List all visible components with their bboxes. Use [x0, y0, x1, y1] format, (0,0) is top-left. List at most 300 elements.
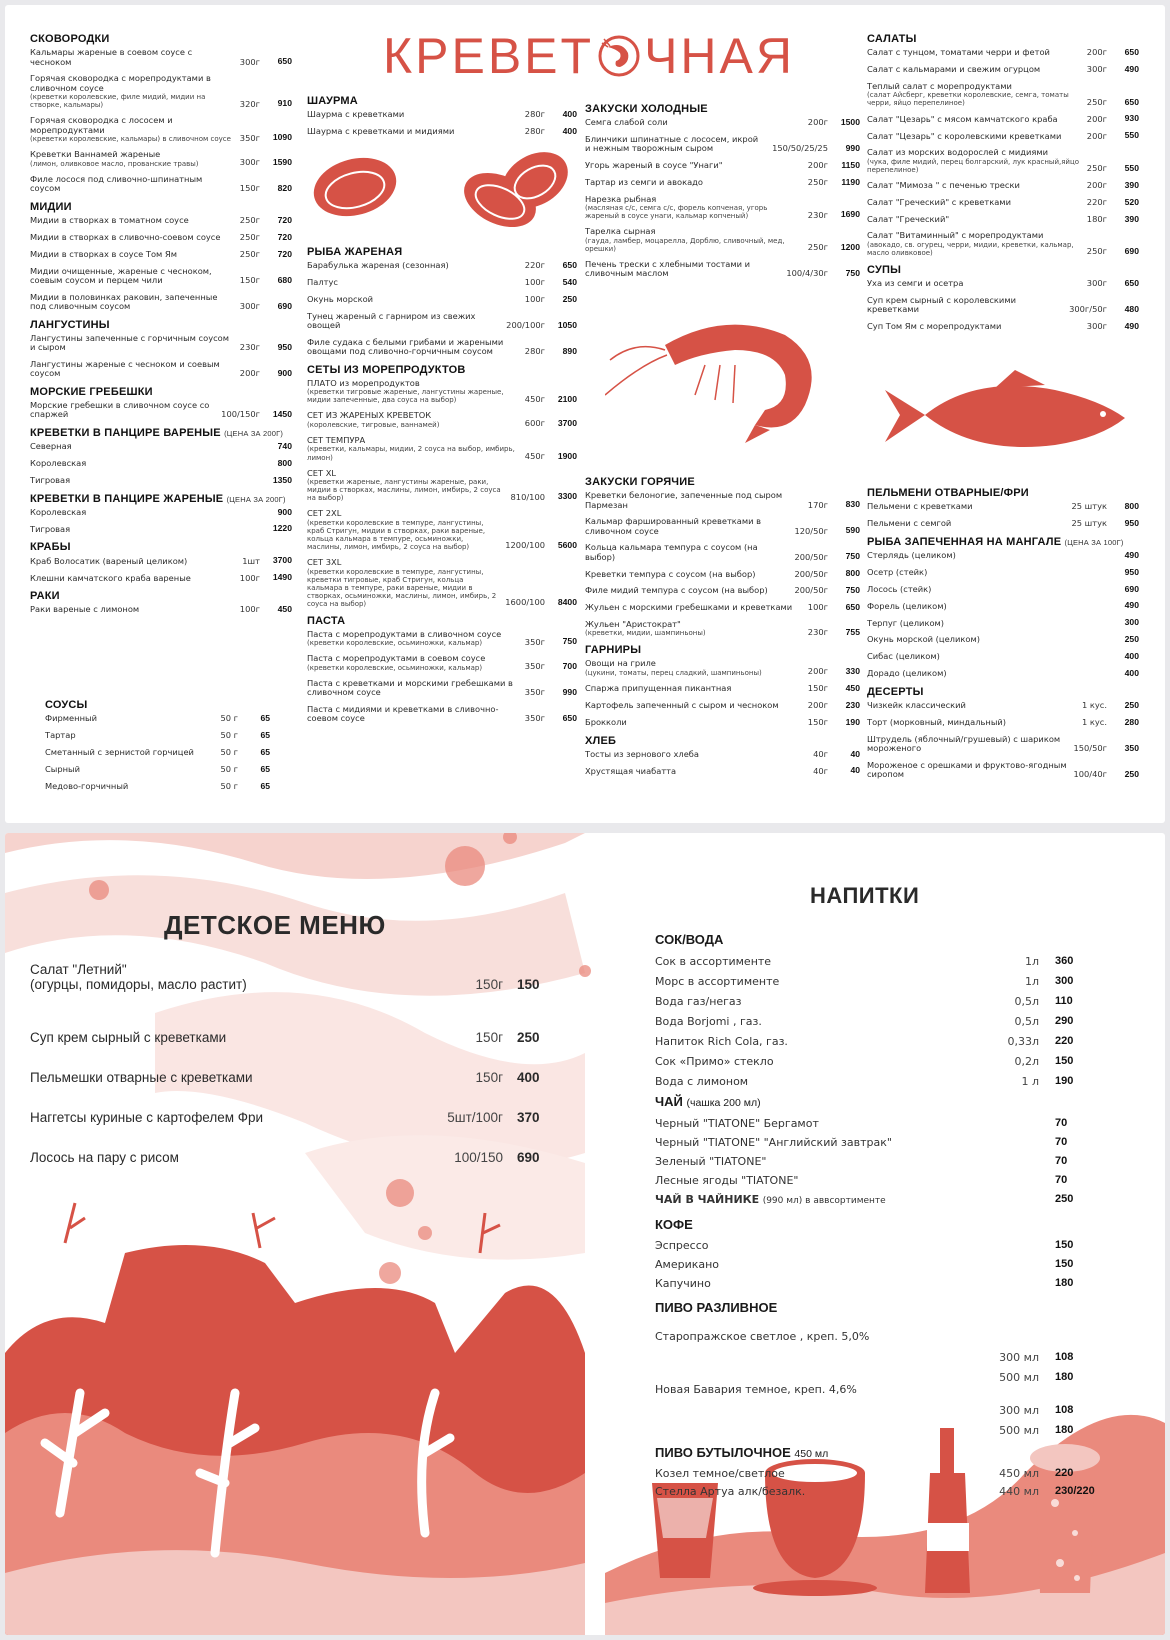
shrimp-illustration — [605, 305, 835, 445]
menu-item — [585, 766, 860, 776]
menu-item-name: Салат "Витаминный" с морепродуктами — [867, 230, 1044, 241]
kids-item-weight: 5шт/100г — [447, 1110, 503, 1125]
section-heading-label: СЕТЫ ИЗ МОРЕПРОДУКТОВ — [307, 363, 466, 376]
menu-item-price: 990 — [845, 143, 860, 154]
section-heading — [30, 386, 292, 398]
menu-item — [30, 360, 292, 379]
drink-price: 150 — [1055, 1239, 1074, 1251]
menu-item-weight: 100/40г — [1073, 769, 1107, 780]
menu-item-name-wrap — [867, 619, 1105, 629]
menu-item-price: 755 — [845, 626, 860, 637]
kids-item-weight: 150г — [475, 977, 503, 992]
tea-heading — [655, 1094, 761, 1109]
menu-item-price: 650 — [845, 601, 860, 612]
menu-item-weight: 100/150г — [221, 409, 260, 420]
section-heading — [30, 33, 292, 45]
menu-item — [867, 231, 1139, 257]
menu-item — [585, 620, 860, 638]
menu-item-name: Мидии в половинках раковин, запеченные под сливочным соусом — [30, 291, 218, 312]
menu-item-name-wrap — [585, 570, 792, 580]
beer2-name: Новая Бавария темное, креп. 4,6% — [655, 1383, 857, 1396]
menu-item-name-wrap — [30, 459, 258, 469]
kids-item-name-wrap — [30, 1030, 397, 1045]
section-heading — [30, 319, 292, 331]
menu-item — [307, 630, 577, 648]
menu-item-price: 650 — [1124, 96, 1139, 107]
menu-item — [585, 118, 860, 128]
drink-price: 190 — [1055, 1075, 1074, 1087]
menu-item-weight: 250г — [807, 177, 828, 188]
menu-item — [30, 508, 292, 518]
menu-item-name-wrap — [307, 705, 523, 724]
menu-item — [867, 114, 1139, 124]
menu-item-name-wrap — [307, 379, 523, 405]
drinks-title: НАПИТКИ — [810, 883, 920, 908]
menu-item-name-wrap — [307, 411, 523, 429]
menu-item-name: Салат "Цезарь" с королевскими креветками — [867, 130, 1062, 141]
menu-item-description: (гауда, ламбер, моцарелла, Дорблю, сливочный, мед, орешки) — [585, 236, 785, 253]
menu-item-name-wrap — [867, 82, 1085, 108]
menu-item-price: 490 — [1124, 549, 1139, 560]
section-heading — [30, 201, 292, 213]
menu-item-price: 400 — [562, 109, 577, 119]
menu-item-name: Терпуг (целиком) — [867, 617, 945, 628]
menu-item — [867, 568, 1139, 578]
kids-item-name-wrap — [30, 1070, 397, 1085]
menu-item-name: Северная — [30, 441, 72, 452]
menu-item-name-wrap — [585, 118, 806, 128]
kids-item-name: Салат "Летний" — [30, 962, 127, 977]
drink-name: Черный "TIATONE" "Английский завтрак" — [655, 1136, 892, 1149]
menu-item-weight: 600г — [524, 418, 545, 429]
menu-item-price: 650 — [277, 56, 292, 67]
section-heading — [307, 246, 577, 258]
menu-item-price: 750 — [845, 268, 860, 279]
teapot-price: 250 — [1055, 1193, 1074, 1205]
menu-item-name: Кальмары жареные в соевом соусе с чесноком — [30, 47, 193, 67]
menu-item-name-wrap — [30, 150, 238, 168]
menu-item-weight: 350г — [524, 687, 545, 698]
drink-volume: 500 мл — [999, 1424, 1039, 1437]
menu-item-name-wrap — [307, 469, 509, 503]
menu-column-1 — [30, 29, 292, 622]
menu-item-weight: 350г — [524, 661, 545, 672]
menu-item-name-wrap — [30, 267, 238, 286]
section-heading-label: САЛАТЫ — [867, 33, 917, 45]
menu-item-name: Нарезка рыбная — [585, 193, 657, 204]
menu-item-name-wrap — [585, 620, 806, 638]
menu-item-weight: 50 г — [220, 763, 238, 774]
menu-item-name-wrap — [867, 48, 1085, 58]
menu-item-name: Сырный — [45, 763, 80, 774]
menu-item-description: (королевские, тигровые, ваннамей) — [307, 420, 440, 429]
logo-text-left: КРЕВЕТ — [383, 28, 595, 84]
menu-item-weight: 280г — [524, 346, 545, 357]
drink-price: 70 — [1055, 1136, 1068, 1148]
menu-item-name: Салат из морских водорослей с мидиями — [867, 147, 1049, 158]
menu-item — [30, 267, 292, 286]
menu-item — [867, 519, 1139, 529]
restaurant-logo — [383, 27, 795, 85]
menu-item — [585, 684, 860, 694]
menu-item — [585, 569, 860, 579]
menu-item — [867, 701, 1139, 711]
section-heading-label: СУПЫ — [867, 264, 902, 276]
menu-item-price: 690 — [1124, 583, 1139, 594]
section-heading-label: МИДИИ — [30, 200, 72, 213]
menu-item — [867, 82, 1139, 108]
menu-item — [867, 735, 1139, 754]
drink-volume: 0,2л — [1014, 1055, 1039, 1068]
drink-volume — [985, 1136, 1055, 1149]
menu-item — [30, 401, 292, 420]
menu-item — [585, 586, 860, 596]
menu-item-price: 3700 — [557, 418, 577, 429]
section-heading — [867, 686, 1139, 698]
drink-item — [655, 1015, 1095, 1028]
menu-item-name: Спаржа припущенная пикантная — [585, 683, 732, 694]
section-heading-label: СОУСЫ — [45, 699, 88, 711]
menu-item-name-wrap — [585, 586, 792, 596]
menu-item-weight: 50 г — [220, 730, 238, 741]
drink-item — [655, 1174, 1095, 1187]
drink-item — [655, 1424, 1095, 1437]
menu-item-description: (креветки жареные, лангустины жареные, раки, мидии в створках, маслины, лимон, имбирь, 2 соуса на выбор) — [307, 478, 501, 503]
menu-item-weight: 200/100г — [506, 320, 545, 331]
drink-item — [655, 1155, 1095, 1168]
menu-item-name-wrap — [30, 525, 258, 535]
menu-item-name-wrap — [30, 250, 238, 260]
menu-item — [307, 411, 577, 429]
drink-volume: 500 мл — [999, 1371, 1039, 1384]
menu-item-weight: 200/50г — [794, 585, 828, 596]
menu-item — [867, 551, 1139, 561]
menu-item — [30, 150, 292, 168]
menu-item-name: Жульен с морскими гребешками и креветками — [585, 602, 793, 613]
menu-item-name: Морские гребешки в сливочном соусе со спаржей — [30, 399, 210, 420]
menu-item-weight: 200г — [1086, 130, 1107, 141]
menu-item-name: Паста с морепродуктами в соевом соусе — [307, 653, 486, 664]
logo-text-right: ЧНАЯ — [644, 28, 795, 84]
menu-item-price: 490 — [1124, 320, 1139, 331]
menu-item-name-wrap — [30, 442, 258, 452]
section-heading-label: РЫБА ЗАПЕЧЕННАЯ НА МАНГАЛЕ — [867, 535, 1062, 548]
menu-item-price: 690 — [277, 300, 292, 311]
section-heading-label: ЗАКУСКИ ГОРЯЧИЕ — [585, 476, 695, 488]
menu-item-weight: 200г — [807, 160, 828, 171]
menu-item-name-wrap — [585, 161, 806, 171]
menu-page-kids-drinks — [5, 833, 1165, 1635]
menu-item-name-wrap — [867, 568, 1105, 578]
bottled-beer-note: 450 мл — [794, 1448, 829, 1460]
menu-item-weight: 230г — [239, 342, 260, 353]
menu-item-price: 1490 — [272, 572, 292, 583]
menu-item — [30, 556, 292, 566]
menu-item-name-wrap — [30, 476, 258, 486]
menu-item-name: Фирменный — [45, 713, 97, 724]
menu-item-weight: 200г — [1086, 180, 1107, 191]
menu-item-name: Мороженое с орешками и фруктово-ягодным сиропом — [867, 759, 1067, 780]
menu-column-3-top — [585, 99, 860, 286]
drink-volume: 440 мл — [999, 1485, 1039, 1498]
menu-item — [867, 585, 1139, 595]
menu-item-weight: 300г — [1086, 64, 1107, 75]
kids-item-weight: 150г — [475, 1030, 503, 1045]
kids-item-name: Лосось на пару с рисом — [30, 1150, 179, 1165]
drink-price: 150 — [1055, 1055, 1074, 1067]
menu-item-price: 250 — [1124, 768, 1139, 779]
menu-item-name-wrap — [585, 684, 806, 694]
section-heading-label: ХЛЕБ — [585, 734, 617, 747]
menu-item-price: 750 — [845, 551, 860, 562]
section-heading-note: (ЦЕНА ЗА 200Г) — [226, 494, 286, 504]
menu-item — [30, 442, 292, 452]
draft-beer-heading: ПИВО РАЗЛИВНОЕ — [655, 1300, 778, 1315]
menu-item-name-wrap — [30, 116, 238, 143]
menu-item-name-wrap — [585, 718, 806, 728]
menu-item-name: Мидии в створках в соусе Том Ям — [30, 249, 177, 260]
menu-item-price: 2100 — [557, 393, 577, 404]
section-heading-label: РЫБА ЖАРЕНАЯ — [307, 246, 403, 258]
menu-item — [867, 618, 1139, 628]
menu-item-price: 550 — [1124, 162, 1139, 173]
menu-item-name: Овощи на гриле — [585, 658, 656, 669]
menu-item-weight: 200г — [239, 368, 260, 379]
menu-item-weight: 280г — [524, 109, 545, 120]
menu-item-name: Салат с тунцом, томатами черри и фетой — [867, 47, 1050, 58]
menu-item-price: 720 — [277, 231, 292, 242]
kids-item-price: 150 — [517, 977, 540, 992]
section-heading-label: ШАУРМА — [307, 95, 358, 107]
menu-item-name-wrap — [867, 279, 1085, 289]
oysters-illustration — [310, 145, 580, 240]
menu-item-name: Лангустины запеченные с горчичным соусом и сыром — [30, 332, 230, 353]
menu-item-weight: 150/50г — [1073, 743, 1107, 754]
menu-item-price: 800 — [277, 457, 292, 468]
menu-item-price: 65 — [260, 763, 270, 774]
menu-item-price: 990 — [562, 687, 577, 698]
teapot-row — [655, 1193, 1095, 1206]
menu-item-name: Угорь жареный в соусе "Унаги" — [585, 160, 723, 171]
section-heading-note: (ЦЕНА ЗА 200Г) — [224, 428, 284, 438]
menu-item-weight: 40г — [813, 748, 828, 759]
menu-item-weight: 200г — [807, 117, 828, 128]
menu-item-name-wrap — [30, 334, 238, 353]
menu-item-name-wrap — [867, 635, 1105, 645]
menu-item-name-wrap — [867, 718, 1080, 728]
menu-item-name: Тунец жареный с гарниром из свежих овощей — [307, 310, 476, 331]
menu-item-name-wrap — [867, 735, 1071, 754]
menu-item-name-wrap — [867, 761, 1071, 780]
menu-item-name: Торт (морковный, миндальный) — [867, 716, 1007, 727]
drink-name: Морс в ассортименте — [655, 975, 780, 988]
menu-item-weight: 150г — [239, 183, 260, 194]
menu-item-description: (креветки тигровые жареные, лангустины жареные, мидии запеченные, два соуса на выбор) — [307, 388, 504, 405]
menu-item-name: Медово-горчичный — [45, 780, 129, 791]
menu-item-name: Осетр (стейк) — [867, 566, 928, 577]
menu-item-name: Окунь морской — [307, 294, 374, 305]
menu-item — [307, 261, 577, 271]
drink-price: 300 — [1055, 975, 1074, 987]
drink-item — [655, 975, 1095, 988]
menu-item-price: 400 — [562, 125, 577, 136]
teapot-volume — [985, 1193, 1055, 1206]
menu-item-weight: 150г — [807, 683, 828, 694]
menu-item-price: 450 — [845, 682, 860, 693]
menu-item-weight: 200/50г — [794, 568, 828, 579]
menu-item-price: 65 — [260, 746, 270, 757]
menu-item — [30, 573, 292, 583]
section-heading-label: КРЕВЕТКИ В ПАНЦИРЕ ЖАРЕНЫЕ — [30, 492, 224, 505]
menu-item — [30, 459, 292, 469]
menu-item — [30, 524, 292, 534]
menu-item-weight: 25 штук — [1071, 501, 1107, 512]
menu-item-name-wrap — [307, 679, 523, 698]
menu-item-name: Шаурма с креветками и мидиями — [307, 126, 455, 137]
section-heading-label: РАКИ — [30, 590, 60, 603]
menu-item-weight: 100г — [239, 604, 260, 615]
section-heading-note: (ЦЕНА ЗА 100Г) — [1064, 537, 1124, 547]
menu-item-price: 1450 — [272, 409, 292, 420]
menu-item-name: Паста с креветками и морскими гребешками в сливочном соусе — [307, 677, 513, 698]
drink-name: Капучино — [655, 1277, 711, 1290]
drink-volume: 450 мл — [999, 1467, 1039, 1480]
drink-price: 220 — [1055, 1035, 1074, 1047]
menu-item-price: 400 — [1124, 667, 1139, 678]
menu-item-description: (авокадо, св. огурец, черри, мидии, креветки, кальмар, масло оливковое) — [867, 240, 1074, 257]
menu-item — [307, 312, 577, 331]
menu-item — [867, 181, 1139, 191]
menu-item — [867, 669, 1139, 679]
menu-item-weight: 1шт — [242, 555, 260, 566]
menu-item-name: СЕТ 2XL — [307, 508, 342, 519]
drink-volume — [985, 1239, 1055, 1252]
drink-name: Вода Borjomi , газ. — [655, 1015, 762, 1028]
menu-item-name: Салат "Греческий" — [867, 213, 950, 224]
drink-name: Вода газ/негаз — [655, 995, 742, 1008]
menu-item-name: Мидии в створках в сливочно-соевом соусе — [30, 232, 221, 243]
menu-item — [867, 502, 1139, 512]
drink-volume — [985, 1174, 1055, 1187]
kids-item-description: (огурцы, помидоры, масло растит) — [30, 977, 247, 992]
menu-item-price: 750 — [562, 636, 577, 647]
menu-item-name-wrap — [585, 543, 792, 562]
menu-item-name-wrap — [585, 767, 811, 777]
section-heading — [867, 264, 1139, 276]
menu-item-price: 590 — [845, 525, 860, 536]
menu-item-name-wrap — [867, 181, 1085, 191]
menu-item-name-wrap — [30, 605, 238, 615]
drink-volume: 1л — [1024, 975, 1039, 988]
drink-price: 70 — [1055, 1174, 1068, 1186]
section-heading — [585, 103, 860, 115]
menu-item — [585, 750, 860, 760]
menu-item-description: (креветки, мидии, шампиньоны) — [585, 629, 706, 638]
drink-volume — [985, 1258, 1055, 1271]
menu-item-weight: 150/50/25/25 — [772, 143, 828, 154]
menu-item-weight: 250г — [239, 215, 260, 226]
menu-item-price: 690 — [1124, 246, 1139, 257]
menu-item-description: (лимон, оливковое масло, прованские травы) — [30, 159, 199, 168]
beer1-name-row — [655, 1330, 1095, 1343]
menu-item-name-wrap — [867, 115, 1085, 125]
menu-column-4-top — [867, 29, 1139, 339]
menu-item — [307, 110, 577, 120]
menu-item-weight: 300г — [1086, 278, 1107, 289]
drink-price: 180 — [1055, 1277, 1074, 1289]
menu-item-weight: 300г — [239, 157, 260, 168]
menu-item-name: Тосты из зернового хлеба — [585, 748, 700, 759]
drink-item — [655, 1075, 1095, 1088]
menu-item-name: Салат "Греческий" с креветками — [867, 196, 1011, 207]
menu-item-name-wrap — [45, 748, 218, 758]
drink-item — [655, 1055, 1095, 1068]
kids-item-name-wrap — [30, 1150, 397, 1165]
menu-item-name-wrap — [867, 148, 1085, 174]
menu-item-price: 480 — [1124, 304, 1139, 315]
menu-item-name: Штрудель (яблочный/грушевый) с шариком мороженого — [867, 733, 1061, 754]
menu-item — [867, 601, 1139, 611]
kids-item-price: 400 — [517, 1070, 540, 1085]
menu-item-name: Тартар из семги и авокадо — [585, 177, 703, 188]
menu-item — [867, 761, 1139, 780]
menu-item — [585, 227, 860, 253]
menu-item-price: 700 — [562, 661, 577, 672]
menu-item — [867, 65, 1139, 75]
menu-item — [867, 215, 1139, 225]
menu-item-name-wrap — [867, 551, 1105, 561]
menu-item-description: (цукини, томаты, перец сладкий, шампиньоны) — [585, 668, 762, 677]
drink-item — [655, 955, 1095, 968]
menu-item-price: 1200 — [840, 242, 860, 253]
menu-item-name: Стерлядь (целиком) — [867, 550, 956, 561]
menu-item-name-wrap — [307, 338, 523, 357]
menu-item-weight: 150г — [239, 275, 260, 286]
menu-item-weight: 50 г — [220, 747, 238, 758]
menu-item — [867, 635, 1139, 645]
teapot-label — [655, 1193, 985, 1206]
menu-item-weight: 450г — [524, 451, 545, 462]
menu-item-weight: 1 кус. — [1081, 700, 1107, 711]
menu-item — [585, 659, 860, 677]
section-heading — [307, 615, 577, 627]
menu-item-name-wrap — [867, 132, 1085, 142]
menu-item-price: 540 — [562, 276, 577, 287]
menu-item-name: Тартар — [45, 730, 76, 741]
menu-item-name: Тигровая — [30, 523, 71, 534]
menu-item-name-wrap — [867, 669, 1105, 679]
menu-item-name: Салат с кальмарами и свежим огурцом — [867, 64, 1041, 75]
section-heading-label: ГАРНИРЫ — [585, 644, 642, 657]
menu-item-weight: 50 г — [220, 780, 238, 791]
menu-item — [30, 334, 292, 353]
menu-item-name-wrap — [585, 750, 811, 760]
menu-item-name: Суп крем сырный с королевскими креветками — [867, 294, 1016, 315]
menu-item-name: Дорадо (целиком) — [867, 668, 947, 679]
menu-item-name-wrap — [867, 602, 1105, 612]
menu-item-weight: 100/4/30г — [786, 268, 828, 279]
menu-item-name-wrap — [867, 231, 1085, 257]
menu-item-name-wrap — [585, 701, 806, 711]
kids-menu-item — [30, 962, 557, 992]
section-heading — [30, 427, 292, 439]
menu-item-weight: 230г — [807, 626, 828, 637]
beer2-name-row — [655, 1383, 1095, 1396]
menu-item-description: (креветки королевские в темпуре, лангустины, креветки тигровые, краб Стригун, кольца кальмара в темпуре, раки вареные, мидии в створках, осьминожки, маслины, лимон, имбирь, 2 соуса на выбор) — [307, 567, 497, 608]
drink-name: Лесные ягоды "TIATONE" — [655, 1174, 799, 1187]
menu-item — [307, 278, 577, 288]
menu-item-price: 40 — [850, 748, 860, 759]
